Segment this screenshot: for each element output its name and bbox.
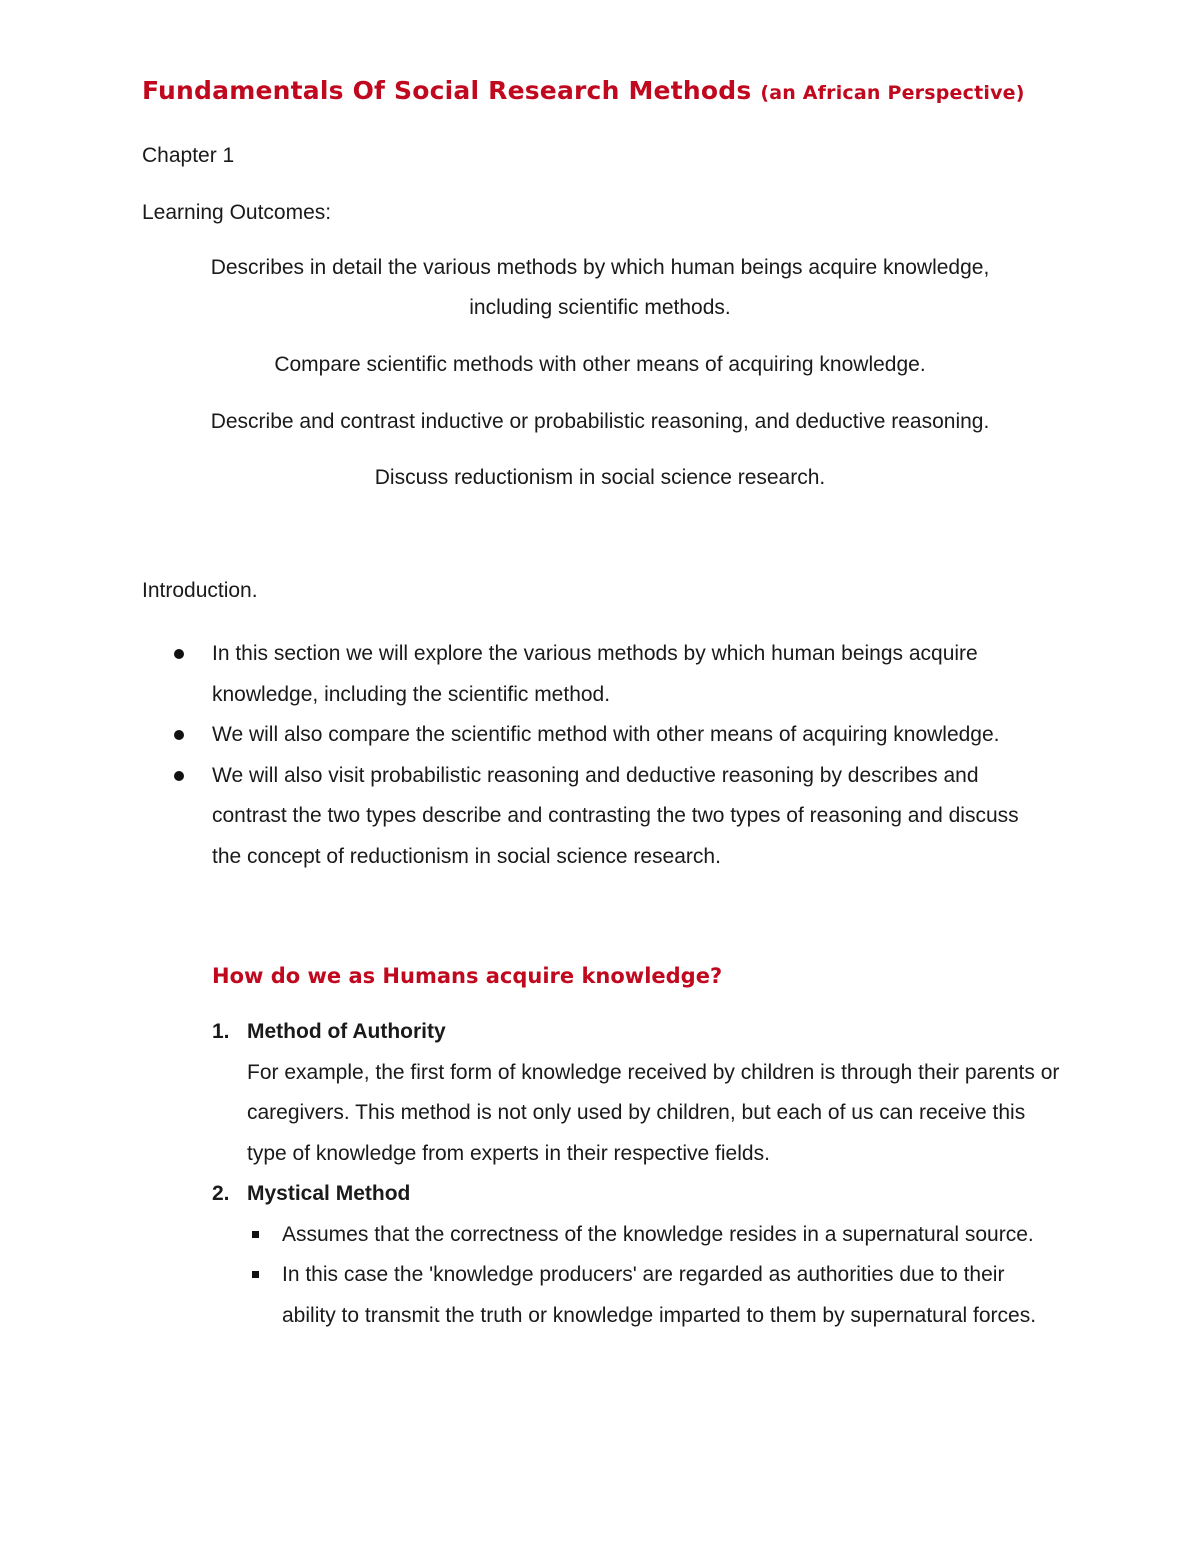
bullet-dot-icon xyxy=(174,730,184,740)
outcome-line: including scientific methods. xyxy=(469,296,731,319)
list-item xyxy=(170,715,1050,756)
document-title xyxy=(142,76,1142,105)
list-item-text: In this section we will explore the various methods by which human beings acquire knowledge, including the scientific method. xyxy=(212,642,978,706)
method-title: Method of Authority xyxy=(247,1020,446,1043)
method-item xyxy=(212,1012,1062,1174)
outcome-line: Describe and contrast inductive or probabilistic reasoning, and deductive reasoning. xyxy=(210,410,990,433)
method-number: 1. xyxy=(212,1020,230,1043)
method-points-list xyxy=(212,1215,1062,1337)
outcome-line: Compare scientific methods with other means of acquiring knowledge. xyxy=(274,353,926,376)
list-item-text: In this case the 'knowledge producers' are regarded as authorities due to their ability to transmit the truth or knowledge imparted to them by supernatural forces. xyxy=(282,1263,1037,1327)
list-item-text: Assumes that the correctness of the knowledge resides in a supernatural source. xyxy=(282,1222,1034,1246)
outcome-line: Describes in detail the various methods by which human beings acquire knowledge, xyxy=(210,256,990,279)
method-number: 2. xyxy=(212,1182,230,1205)
method-item xyxy=(212,1174,1062,1215)
title-subtitle: (an African Perspective) xyxy=(760,82,1025,104)
section-heading: How do we as Humans acquire knowledge? xyxy=(212,964,723,988)
chapter-label: Chapter 1 xyxy=(142,144,235,167)
list-item xyxy=(170,756,1050,878)
bullet-dot-icon xyxy=(174,771,184,781)
outcome-line: Discuss reductionism in social science research. xyxy=(374,466,826,489)
list-item-text: We will also compare the scientific method with other means of acquiring knowledge. xyxy=(212,723,1000,746)
introduction-bullet-list xyxy=(170,634,1050,877)
list-item xyxy=(170,634,1050,715)
title-main: Fundamentals Of Social Research Methods xyxy=(142,76,752,105)
introduction-heading: Introduction. xyxy=(142,579,258,602)
learning-outcomes-heading: Learning Outcomes: xyxy=(142,201,332,224)
list-item xyxy=(212,1255,1062,1336)
method-title: Mystical Method xyxy=(247,1182,411,1205)
methods-list xyxy=(212,1012,1062,1336)
list-item xyxy=(212,1215,1062,1256)
square-bullet-icon xyxy=(252,1271,259,1278)
list-item-text: We will also visit probabilistic reasoning and deductive reasoning by describes and contrast the two types describe and contrasting the two types of reasoning and discuss the concept of reductionism in social science research. xyxy=(212,763,1019,868)
bullet-dot-icon xyxy=(174,649,184,659)
method-text: For example, the first form of knowledge received by children is through their parents or caregivers. This method is not only used by children, but each of us can receive this type of knowledge from experts in their respective fields. xyxy=(247,1060,1060,1165)
square-bullet-icon xyxy=(252,1231,259,1238)
